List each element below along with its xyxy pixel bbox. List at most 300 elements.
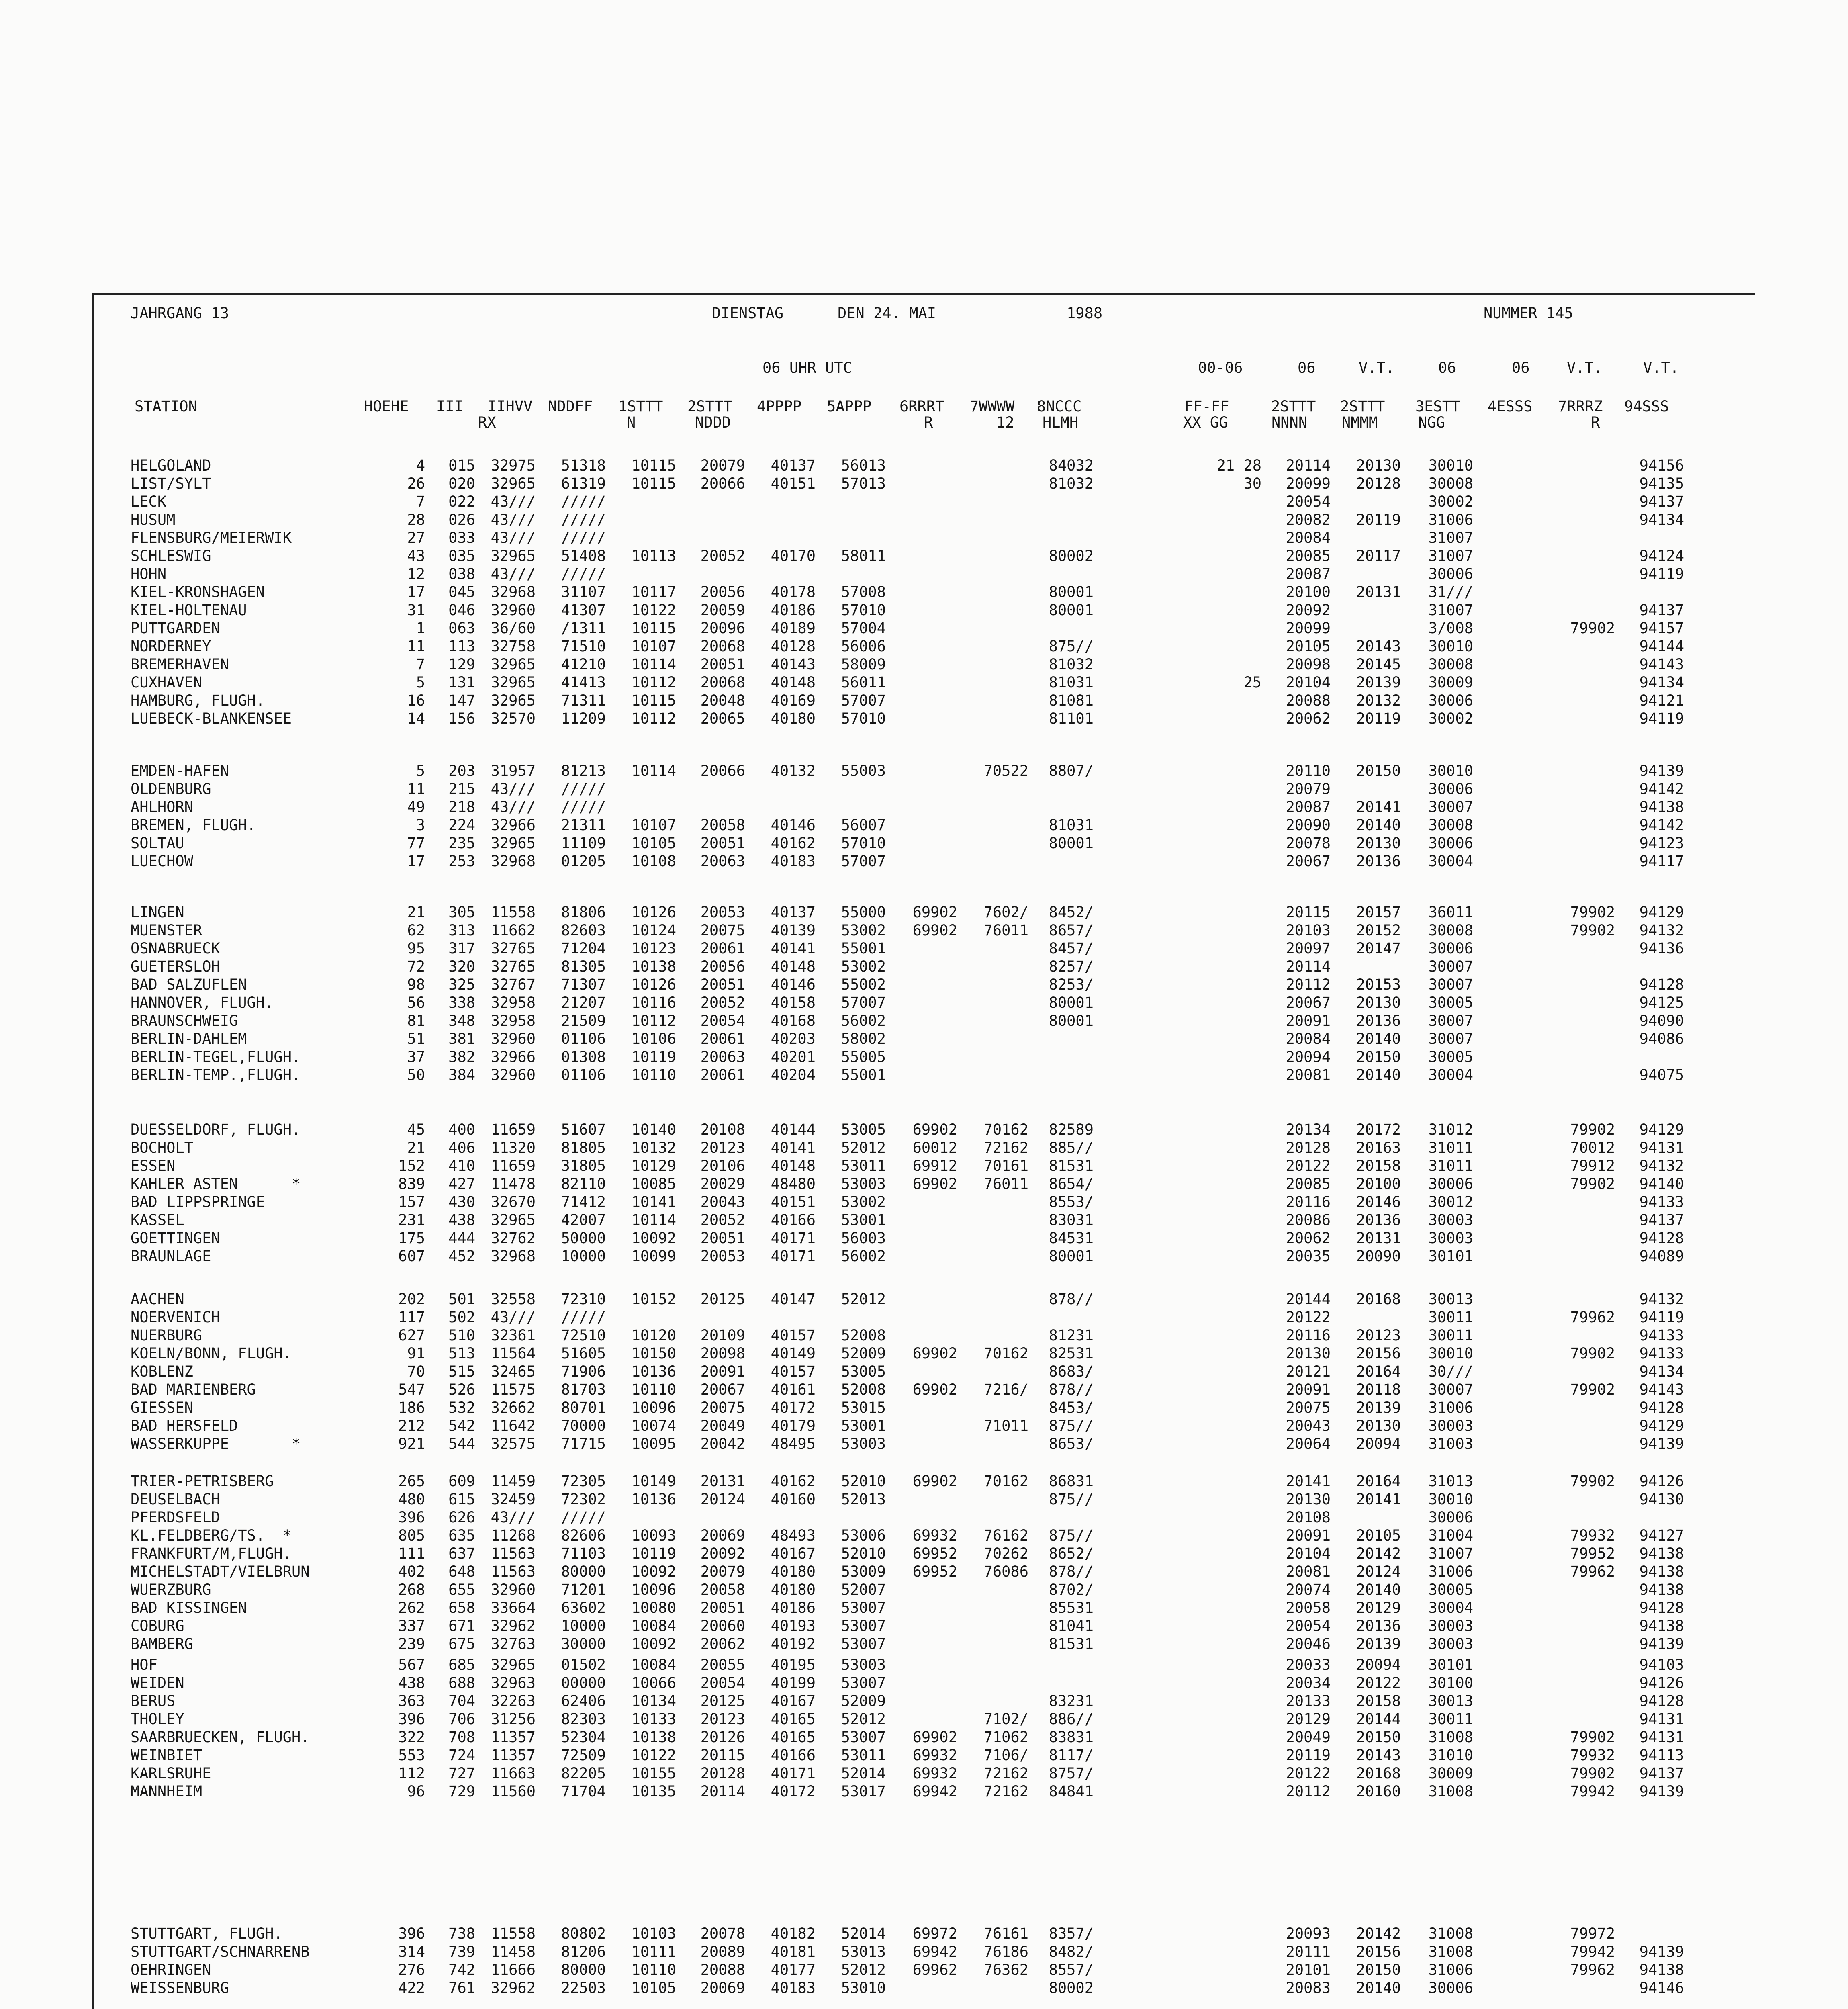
table-cell: 52012	[841, 1139, 886, 1156]
table-row	[0, 816, 1848, 834]
table-cell: 32962	[491, 1979, 536, 1997]
table-cell: 16	[407, 692, 425, 709]
table-cell: 32965	[491, 674, 536, 691]
table-cell: 79962	[1570, 1563, 1615, 1580]
table-cell: 94132	[1639, 1157, 1684, 1174]
table-cell: 43	[407, 547, 425, 565]
table-cell: 10115	[631, 475, 676, 492]
table-cell: 32767	[491, 976, 536, 993]
table-cell: 20051	[700, 835, 745, 852]
table-cell: 30008	[1428, 816, 1473, 834]
table-cell: 82603	[561, 922, 606, 939]
table-cell: 79902	[1570, 1121, 1615, 1138]
table-cell: 57013	[841, 475, 886, 492]
column-subheader: HLMH	[1043, 414, 1079, 431]
table-cell: 40166	[771, 1747, 816, 1764]
table-cell: 8654/	[1049, 1175, 1094, 1193]
table-cell: 30012	[1428, 1193, 1473, 1211]
table-cell: 40158	[771, 994, 816, 1011]
station-name: NOERVENICH	[131, 1309, 220, 1326]
table-cell: 79972	[1570, 1925, 1615, 1942]
table-cell: 239	[398, 1635, 425, 1653]
table-cell: 70161	[983, 1157, 1028, 1174]
table-cell: 325	[448, 976, 475, 993]
table-cell: 32263	[491, 1692, 536, 1710]
table-cell: 30101	[1428, 1248, 1473, 1265]
column-header: HOEHE	[364, 398, 409, 415]
table-cell: 10114	[631, 656, 676, 673]
table-cell: 532	[448, 1399, 475, 1416]
table-cell: 20105	[1286, 638, 1331, 655]
table-cell: 10115	[631, 457, 676, 474]
table-cell: 57007	[841, 994, 886, 1011]
table-cell: 81206	[561, 1943, 606, 1960]
table-cell: 11109	[561, 835, 606, 852]
table-cell: 20114	[700, 1783, 745, 1800]
table-cell: 52012	[841, 1961, 886, 1978]
table-row	[0, 1491, 1848, 1508]
table-row	[0, 638, 1848, 655]
table-cell: 31011	[1428, 1157, 1473, 1174]
column-header: 2STTT	[687, 398, 732, 415]
table-cell: 276	[398, 1961, 425, 1978]
table-cell: 53005	[841, 1121, 886, 1138]
table-cell: 10115	[631, 692, 676, 709]
table-cell: 20141	[1356, 1491, 1401, 1508]
table-cell: 52013	[841, 1491, 886, 1508]
table-cell: 20122	[1356, 1674, 1401, 1692]
table-cell: 94139	[1639, 1435, 1684, 1453]
table-cell: 10138	[631, 958, 676, 975]
table-cell: 50	[407, 1066, 425, 1084]
table-cell: 31957	[491, 762, 536, 779]
table-cell: 20119	[1356, 511, 1401, 528]
table-cell: 72509	[561, 1747, 606, 1764]
table-cell: 20147	[1356, 940, 1401, 957]
table-cell: /////	[561, 565, 606, 583]
table-cell: 69932	[912, 1765, 957, 1782]
table-cell: 20156	[1356, 1943, 1401, 1960]
table-cell: 40193	[771, 1617, 816, 1635]
table-cell: 10119	[631, 1048, 676, 1066]
table-cell: 30007	[1428, 1381, 1473, 1398]
station-name: HANNOVER, FLUGH.	[131, 994, 274, 1011]
table-cell: 20059	[700, 601, 745, 619]
table-cell: 52012	[841, 1291, 886, 1308]
table-cell: 20123	[1356, 1327, 1401, 1344]
table-cell: 71704	[561, 1783, 606, 1800]
table-cell: 40166	[771, 1211, 816, 1229]
table-cell: 30011	[1428, 1309, 1473, 1326]
table-cell: 314	[398, 1943, 425, 1960]
table-cell: 20158	[1356, 1692, 1401, 1710]
table-cell: 40167	[771, 1545, 816, 1562]
table-cell: 020	[448, 475, 475, 492]
table-row	[0, 511, 1848, 529]
station-name: BERUS	[131, 1692, 176, 1710]
table-cell: 20094	[1286, 1048, 1331, 1066]
table-cell: 76362	[983, 1961, 1028, 1978]
table-cell: 8457/	[1049, 940, 1094, 957]
table-cell: 30008	[1428, 656, 1473, 673]
table-row	[0, 1417, 1848, 1435]
table-cell: 01106	[561, 1030, 606, 1047]
table-cell: 20106	[700, 1157, 745, 1174]
table-cell: 805	[398, 1527, 425, 1544]
station-name: BAMBERG	[131, 1635, 193, 1653]
table-cell: 20128	[1356, 475, 1401, 492]
table-cell: 20062	[1286, 1230, 1331, 1247]
table-cell: 40144	[771, 1121, 816, 1138]
station-name: BERLIN-TEMP.,FLUGH.	[131, 1066, 301, 1084]
table-row	[0, 1747, 1848, 1764]
table-cell: 10119	[631, 1545, 676, 1562]
table-cell: 32965	[491, 475, 536, 492]
table-row	[0, 1692, 1848, 1710]
group-vt2: V.T.	[1567, 359, 1603, 376]
table-cell: 30004	[1428, 1066, 1473, 1084]
table-cell: 84032	[1049, 457, 1094, 474]
table-cell: 20122	[1286, 1157, 1331, 1174]
table-cell: 10107	[631, 638, 676, 655]
table-row	[0, 1121, 1848, 1139]
station-name: EMDEN-HAFEN	[131, 762, 229, 779]
table-cell: 706	[448, 1710, 475, 1728]
table-cell: 30004	[1428, 1599, 1473, 1616]
table-cell: 80001	[1049, 601, 1094, 619]
table-cell: 20085	[1286, 1175, 1331, 1193]
column-header: FF-FF	[1184, 398, 1229, 415]
table-cell: 152	[398, 1157, 425, 1174]
table-cell: 32968	[491, 1248, 536, 1265]
table-cell: 69902	[912, 904, 957, 921]
table-cell: 32763	[491, 1635, 536, 1653]
table-cell: 20131	[700, 1473, 745, 1490]
table-cell: 81032	[1049, 475, 1094, 492]
table-cell: 30000	[561, 1635, 606, 1653]
table-cell: 30005	[1428, 1581, 1473, 1598]
table-cell: 22503	[561, 1979, 606, 1997]
table-cell: 91	[407, 1345, 425, 1362]
table-cell: 10136	[631, 1363, 676, 1380]
table-cell: 94132	[1639, 1291, 1684, 1308]
column-header: 2STTT	[1340, 398, 1385, 415]
table-cell: 20046	[1286, 1635, 1331, 1653]
table-cell: 20097	[1286, 940, 1331, 957]
table-row	[0, 762, 1848, 780]
table-cell: 30008	[1428, 475, 1473, 492]
table-cell: 51318	[561, 457, 606, 474]
station-name: BERLIN-TEGEL,FLUGH.	[131, 1048, 301, 1066]
table-row	[0, 1473, 1848, 1490]
station-name: KARLSRUHE	[131, 1765, 211, 1782]
table-cell: 609	[448, 1473, 475, 1490]
table-cell: 40128	[771, 638, 816, 655]
table-cell: 20065	[700, 710, 745, 727]
table-cell: 94129	[1639, 904, 1684, 921]
table-cell: 10111	[631, 1943, 676, 1960]
table-cell: 20069	[700, 1979, 745, 1997]
table-cell: 53015	[841, 1399, 886, 1416]
table-cell: 21 28	[1216, 457, 1261, 474]
table-cell: 402	[398, 1563, 425, 1580]
table-cell: 20136	[1356, 1617, 1401, 1635]
table-cell: 81305	[561, 958, 606, 975]
table-cell: 82303	[561, 1710, 606, 1728]
table-cell: 8453/	[1049, 1399, 1094, 1416]
station-name: HOF	[131, 1656, 157, 1673]
table-cell: 53002	[841, 1193, 886, 1211]
table-cell: 11662	[491, 922, 536, 939]
table-cell: 10099	[631, 1248, 676, 1265]
table-cell: 11	[407, 780, 425, 798]
table-cell: 427	[448, 1175, 475, 1193]
table-cell: 40137	[771, 457, 816, 474]
table-cell: 40139	[771, 922, 816, 939]
table-cell: 40180	[771, 1563, 816, 1580]
table-cell: 20094	[1356, 1435, 1401, 1453]
station-name: SCHLESWIG	[131, 547, 211, 565]
table-cell: 20124	[700, 1491, 745, 1508]
station-name: KAHLER ASTEN *	[131, 1175, 301, 1193]
table-cell: 20119	[1286, 1747, 1331, 1764]
table-cell: 10095	[631, 1435, 676, 1453]
table-cell: 40181	[771, 1943, 816, 1960]
table-cell: 542	[448, 1417, 475, 1434]
table-cell: 32459	[491, 1491, 536, 1508]
table-cell: 70162	[983, 1121, 1028, 1138]
table-cell: 10126	[631, 976, 676, 993]
table-cell: 20158	[1356, 1157, 1401, 1174]
table-cell: 71103	[561, 1545, 606, 1562]
table-row	[0, 1961, 1848, 1979]
table-cell: 20061	[700, 940, 745, 957]
report-date: DEN 24. MAI	[838, 305, 936, 322]
table-cell: 40201	[771, 1048, 816, 1066]
table-cell: 40157	[771, 1327, 816, 1344]
table-cell: 21509	[561, 1012, 606, 1029]
table-cell: 671	[448, 1617, 475, 1635]
table-cell: 31006	[1428, 511, 1473, 528]
table-cell: 886//	[1049, 1710, 1094, 1728]
table-row	[0, 601, 1848, 619]
table-row	[0, 780, 1848, 798]
station-name: MUENSTER	[131, 922, 202, 939]
table-cell: 79942	[1570, 1943, 1615, 1960]
table-cell: 83831	[1049, 1729, 1094, 1746]
table-cell: 203	[448, 762, 475, 779]
table-row	[0, 1783, 1848, 1800]
table-cell: 10112	[631, 674, 676, 691]
table-cell: 20053	[700, 1248, 745, 1265]
table-cell: 79912	[1570, 1157, 1615, 1174]
table-cell: 20084	[1286, 529, 1331, 546]
table-cell: 033	[448, 529, 475, 546]
table-cell: 94139	[1639, 1783, 1684, 1800]
table-cell: 28	[407, 511, 425, 528]
table-cell: 40162	[771, 835, 816, 852]
table-cell: 11209	[561, 710, 606, 727]
table-cell: /////	[561, 1309, 606, 1326]
table-cell: 76011	[983, 922, 1028, 939]
table-cell: 20139	[1356, 1635, 1401, 1653]
table-cell: 32570	[491, 710, 536, 727]
table-cell: 5	[416, 762, 425, 779]
table-cell: 81032	[1049, 656, 1094, 673]
table-row	[0, 1066, 1848, 1084]
table-cell: 30006	[1428, 1509, 1473, 1526]
table-cell: 20098	[1286, 656, 1331, 673]
table-cell: 10000	[561, 1617, 606, 1635]
table-cell: 337	[398, 1617, 425, 1635]
table-row	[0, 1327, 1848, 1344]
table-cell: 20054	[700, 1674, 745, 1692]
table-cell: 31256	[491, 1710, 536, 1728]
table-cell: 79902	[1570, 1473, 1615, 1490]
table-cell: 40170	[771, 547, 816, 565]
table-cell: 20150	[1356, 1729, 1401, 1746]
table-cell: 55001	[841, 940, 886, 957]
table-row	[0, 493, 1848, 511]
table-cell: 21	[407, 1139, 425, 1156]
table-cell: 410	[448, 1157, 475, 1174]
table-cell: 94103	[1639, 1656, 1684, 1673]
station-name: KOELN/BONN, FLUGH.	[131, 1345, 292, 1362]
station-name: ESSEN	[131, 1157, 176, 1174]
column-header: 94SSS	[1624, 398, 1669, 415]
table-cell: 71062	[983, 1729, 1028, 1746]
table-cell: 885//	[1049, 1139, 1094, 1156]
table-cell: 30007	[1428, 976, 1473, 993]
table-cell: 40180	[771, 710, 816, 727]
table-cell: 452	[448, 1248, 475, 1265]
table-cell: 71201	[561, 1581, 606, 1598]
table-cell: 32762	[491, 1230, 536, 1247]
table-cell: 727	[448, 1765, 475, 1782]
table-cell: 94119	[1639, 565, 1684, 583]
table-cell: 878//	[1049, 1291, 1094, 1308]
table-cell: 20130	[1356, 457, 1401, 474]
table-cell: 56007	[841, 816, 886, 834]
table-cell: 20088	[700, 1961, 745, 1978]
table-cell: 30003	[1428, 1617, 1473, 1635]
table-cell: 52014	[841, 1925, 886, 1942]
table-cell: 30013	[1428, 1291, 1473, 1308]
table-cell: 11558	[491, 1925, 536, 1942]
table-cell: 11659	[491, 1121, 536, 1138]
table-cell: 20091	[700, 1363, 745, 1380]
table-row	[0, 1563, 1848, 1581]
table-cell: 32960	[491, 1066, 536, 1084]
table-cell: 40147	[771, 1291, 816, 1308]
table-cell: 20085	[1286, 547, 1331, 565]
table-cell: 10152	[631, 1291, 676, 1308]
table-cell: 320	[448, 958, 475, 975]
table-cell: 94157	[1639, 620, 1684, 637]
table-cell: 20110	[1286, 762, 1331, 779]
table-cell: 20075	[1286, 1399, 1331, 1416]
table-cell: 94134	[1639, 674, 1684, 691]
table-cell: 20141	[1286, 1473, 1331, 1490]
table-cell: 17	[407, 583, 425, 601]
table-cell: 875//	[1049, 1491, 1094, 1508]
table-cell: 117	[398, 1309, 425, 1326]
table-cell: 20069	[700, 1527, 745, 1544]
station-name: HAMBURG, FLUGH.	[131, 692, 265, 709]
table-cell: 76186	[983, 1943, 1028, 1960]
station-name: LINGEN	[131, 904, 184, 921]
table-cell: 53017	[841, 1783, 886, 1800]
table-cell: 30101	[1428, 1656, 1473, 1673]
station-name: WEINBIET	[131, 1747, 202, 1764]
table-cell: 94128	[1639, 1399, 1684, 1416]
table-cell: 444	[448, 1230, 475, 1247]
table-row	[0, 994, 1848, 1012]
table-cell: 40177	[771, 1961, 816, 1978]
table-cell: 875//	[1049, 638, 1094, 655]
table-cell: 20078	[700, 1925, 745, 1942]
table-row	[0, 1248, 1848, 1265]
table-cell: 10149	[631, 1473, 676, 1490]
table-row	[0, 976, 1848, 994]
table-cell: 1	[416, 620, 425, 637]
table-cell: 30002	[1428, 493, 1473, 510]
station-name: GIESSEN	[131, 1399, 193, 1416]
station-name: LUECHOW	[131, 853, 193, 870]
table-cell: 30006	[1428, 692, 1473, 709]
table-cell: 43///	[491, 1309, 536, 1326]
table-cell: 43///	[491, 1509, 536, 1526]
table-cell: 40199	[771, 1674, 816, 1692]
table-cell: 30006	[1428, 835, 1473, 852]
table-cell: 32465	[491, 1363, 536, 1380]
table-cell: 53006	[841, 1527, 886, 1544]
table-cell: 40203	[771, 1030, 816, 1047]
table-cell: 71307	[561, 976, 606, 993]
table-cell: 94138	[1639, 798, 1684, 816]
table-cell: 635	[448, 1527, 475, 1544]
table-cell: 381	[448, 1030, 475, 1047]
station-name: BREMERHAVEN	[131, 656, 229, 673]
table-cell: 11563	[491, 1563, 536, 1580]
table-cell: 31007	[1428, 601, 1473, 619]
table-cell: 30008	[1428, 922, 1473, 939]
table-cell: 56011	[841, 674, 886, 691]
table-cell: 30003	[1428, 1211, 1473, 1229]
table-cell: 32558	[491, 1291, 536, 1308]
table-cell: 20051	[700, 1230, 745, 1247]
table-cell: 56006	[841, 638, 886, 655]
table-cell: 76086	[983, 1563, 1028, 1580]
table-cell: 20096	[700, 620, 745, 637]
table-cell: 31007	[1428, 529, 1473, 546]
table-cell: 94138	[1639, 1617, 1684, 1635]
table-cell: 553	[398, 1747, 425, 1764]
column-header: 7WWWW	[970, 398, 1015, 415]
table-cell: 55000	[841, 904, 886, 921]
table-cell: 878//	[1049, 1381, 1094, 1398]
table-cell: 94142	[1639, 780, 1684, 798]
table-cell: 70162	[983, 1345, 1028, 1362]
table-cell: 10092	[631, 1230, 676, 1247]
table-cell: 20160	[1356, 1783, 1401, 1800]
table-cell: 231	[398, 1211, 425, 1229]
table-row	[0, 692, 1848, 710]
table-cell: 20124	[1356, 1563, 1401, 1580]
table-cell: 20067	[1286, 994, 1331, 1011]
table-cell: 32965	[491, 1211, 536, 1229]
table-cell: 30007	[1428, 1012, 1473, 1029]
